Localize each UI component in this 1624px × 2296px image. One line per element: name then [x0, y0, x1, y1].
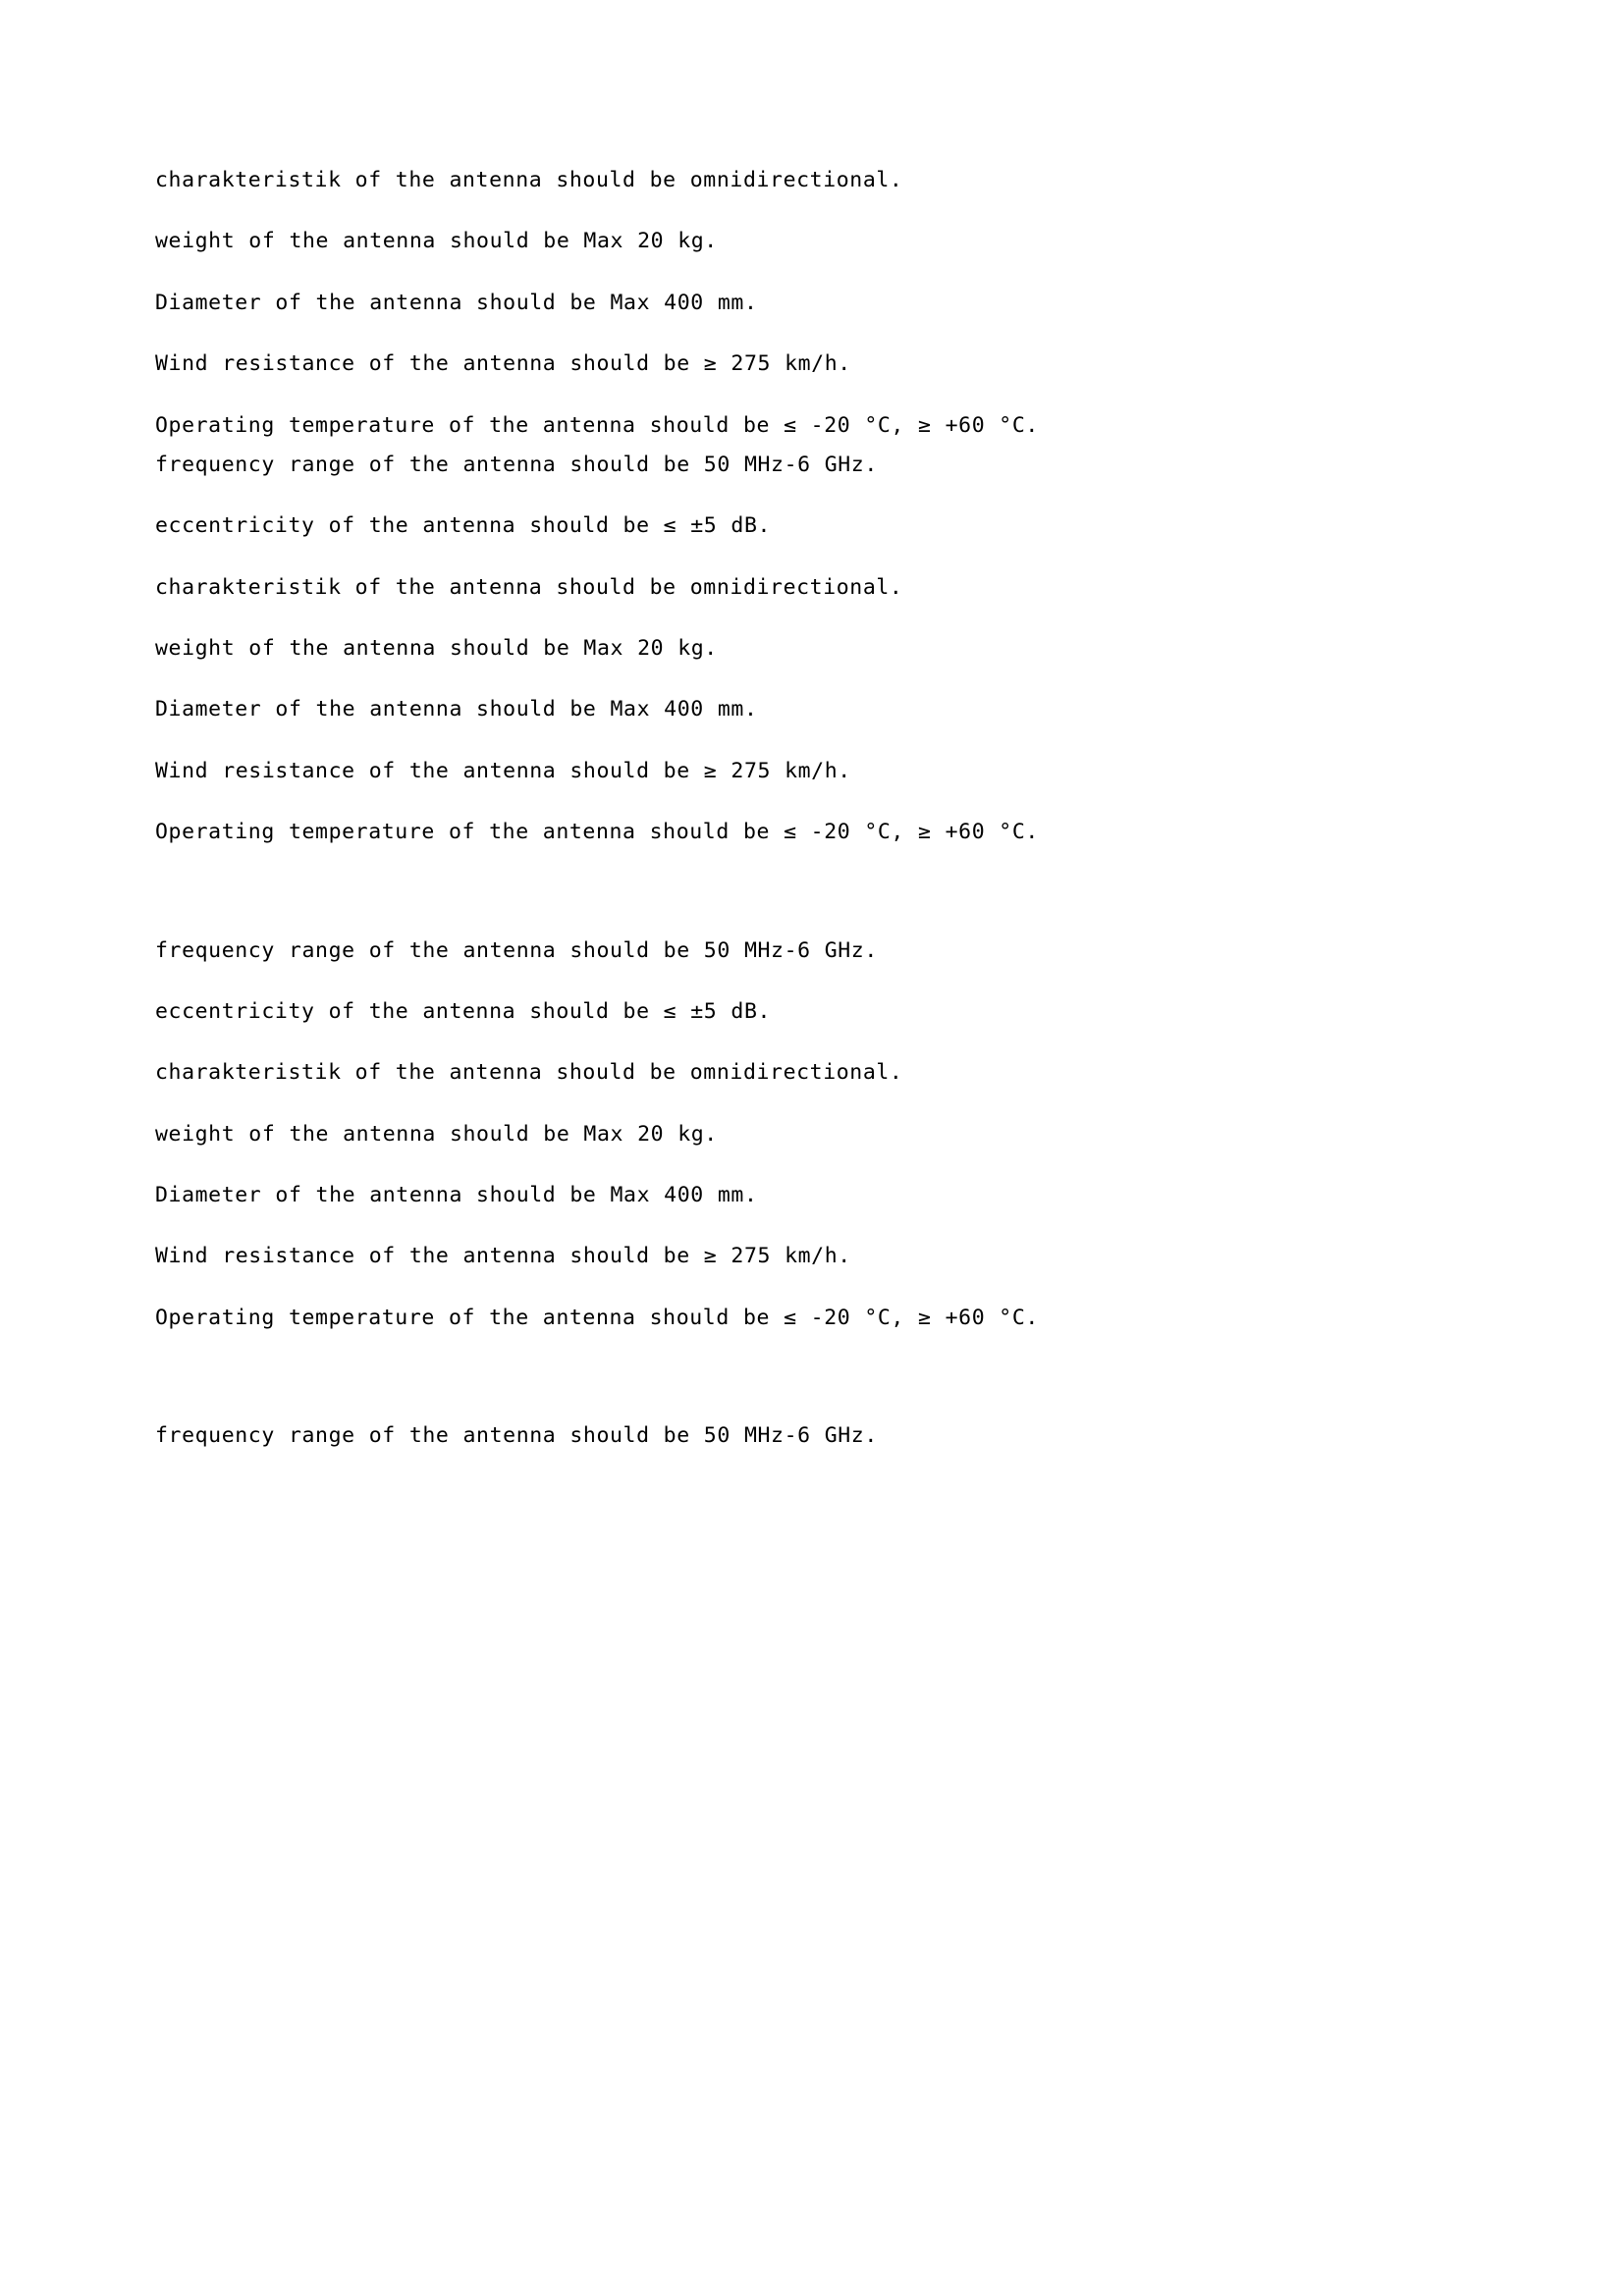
document-paragraph: frequency range of the antenna should be 50 MHz-6 GHz. — [155, 937, 878, 963]
document-paragraph: Operating temperature of the antenna should be ≤ -20 °C, ≥ +60 °C. — [155, 820, 1039, 845]
document-paragraph: Operating temperature of the antenna should be ≤ -20 °C, ≥ +60 °C. — [155, 412, 1039, 438]
document-paragraph: eccentricity of the antenna should be ≤ ±5 dB. — [155, 513, 772, 539]
document-paragraph: Operating temperature of the antenna should be ≤ -20 °C, ≥ +60 °C. — [155, 1305, 1039, 1330]
document-paragraph: Diameter of the antenna should be Max 400 mm. — [155, 1183, 758, 1207]
document-paragraph: Wind resistance of the antenna should be ≥ 275 km/h. — [155, 351, 851, 377]
document-paragraph: frequency range of the antenna should be 50 MHz-6 GHz. — [155, 452, 878, 477]
document-paragraph: Wind resistance of the antenna should be ≥ 275 km/h. — [155, 1244, 851, 1269]
document-paragraph: Diameter of the antenna should be Max 400 mm. — [155, 290, 758, 315]
document-paragraph: Diameter of the antenna should be Max 400 mm. — [155, 697, 758, 722]
document-paragraph: charakteristik of the antenna should be omnidirectional. — [155, 574, 903, 600]
document-paragraph: charakteristik of the antenna should be omnidirectional. — [155, 168, 903, 192]
document-paragraph: Wind resistance of the antenna should be ≥ 275 km/h. — [155, 758, 851, 783]
document-paragraph: weight of the antenna should be Max 20 kg. — [155, 1121, 718, 1147]
document-paragraph: weight of the antenna should be Max 20 kg. — [155, 636, 718, 661]
document-paragraph: weight of the antenna should be Max 20 kg. — [155, 229, 718, 254]
document-paragraph: eccentricity of the antenna should be ≤ ±5 dB. — [155, 998, 772, 1024]
document-paragraph: frequency range of the antenna should be 50 MHz-6 GHz. — [155, 1423, 878, 1449]
document-body — [155, 167, 1477, 1451]
document-paragraph: charakteristik of the antenna should be omnidirectional. — [155, 1060, 903, 1086]
